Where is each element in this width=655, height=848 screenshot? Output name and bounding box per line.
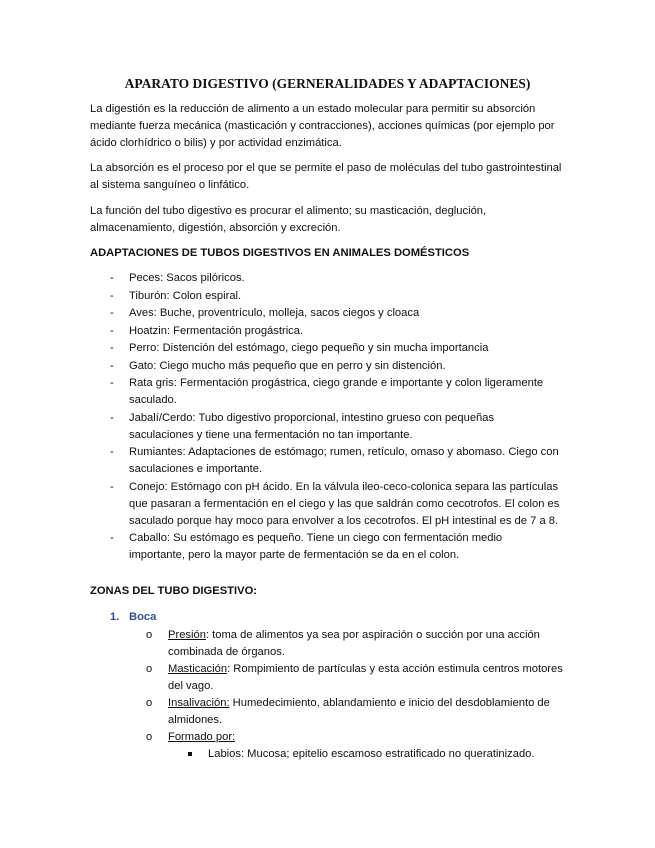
list-item: o Masticación: Rompimiento de partículas y esta acción estimula centros motores del vago. xyxy=(146,663,563,692)
list-item: - Jabalí/Cerdo: Tubo digestivo proporcional, intestino grueso con pequeñas saculaciones y tiene una fermentación no tan importante. xyxy=(110,411,495,441)
dash-marker: - xyxy=(110,272,114,284)
circle-marker: o xyxy=(146,663,153,675)
list-item: - Peces: Sacos pilóricos. xyxy=(90,270,560,287)
dash-marker: - xyxy=(110,377,114,389)
list-item: - Conejo: Estómago con pH ácido. En la válvula ileo-ceco-colonica separa las partículas que pasaran a fermentación en el ciego y las que saldrán como cecotrofos. El colon es saculado porque hay moco para envolver a los cecotrofos. El pH intestinal es de 7 a 8. xyxy=(110,480,560,527)
dash-marker: - xyxy=(110,342,114,354)
paragraph-absorption: La absorción es el proceso por el que se permite el paso de moléculas del tubo gastrointestinal al sistema sanguíneo o linfático. xyxy=(90,162,562,191)
circle-marker: o xyxy=(146,697,153,709)
dash-marker: - xyxy=(110,411,114,424)
circle-marker: o xyxy=(146,731,153,743)
list-number: 1. xyxy=(110,611,120,623)
list-item: - Caballo: Su estómago es pequeño. Tiene un ciego con fermentación medio importante, pero la mayor parte de fermentación se da en el colon. xyxy=(110,532,503,561)
paragraph-digestion: La digestión es la reducción de alimento a un estado molecular para permitir su absorción mediante fuerza mecánica (masticación y contracciones), acciones químicas (por ejemplo por ácido clorhídrico o bilis) y por actividad enzimática. xyxy=(90,103,555,149)
boca-sublist xyxy=(146,627,566,763)
paragraph-function: La función del tubo digestivo es procurar el alimento; su masticación, deglución, almacenamiento, digestión, absorción y excreción. xyxy=(90,205,487,234)
square-bullet xyxy=(188,752,192,756)
list-item: - Hoatzin: Fermentación progástrica. xyxy=(90,323,560,340)
dash-marker: - xyxy=(110,289,114,302)
section-heading-zones: ZONAS DEL TUBO DIGESTIVO: xyxy=(90,585,257,597)
zone-label: Boca xyxy=(129,611,157,623)
section-heading-adaptations: ADAPTACIONES DE TUBOS DIGESTIVOS EN ANIMALES DOMÉSTICOS xyxy=(90,247,470,259)
list-item: - Rata gris: Fermentación progástrica, ciego grande e importante y colon ligeramente saculado. xyxy=(110,377,544,406)
term: Presión xyxy=(168,629,206,641)
list-item: Labios: Mucosa; epitelio escamoso estratificado no queratinizado. xyxy=(168,746,566,763)
term: Insalivación: xyxy=(168,697,230,709)
list-item: - Rumiantes: Adaptaciones de estómago; rumen, retículo, omaso y abomaso. Ciego con saculaciones e importante. xyxy=(110,446,559,475)
adaptations-list xyxy=(90,270,560,565)
list-item: o Insalivación: Humedecimiento, ablandamiento e inicio del desdoblamiento de almidones. xyxy=(146,697,550,726)
dash-marker: - xyxy=(110,446,114,458)
formado-por-sublist xyxy=(168,746,566,763)
dash-marker: - xyxy=(110,307,114,319)
list-item: - Gato: Ciego mucho más pequeño que en perro y sin distención. xyxy=(90,358,560,375)
dash-marker: - xyxy=(110,480,114,493)
dash-marker: - xyxy=(110,324,114,337)
document-title: APARATO DIGESTIVO (GERNERALIDADES Y ADAPTACIONES) xyxy=(124,76,531,91)
term: Masticación xyxy=(168,663,228,675)
circle-marker: o xyxy=(146,629,153,641)
list-item: - Perro: Distención del estómago, ciego pequeño y sin mucha importancia xyxy=(90,340,560,357)
list-item xyxy=(146,729,566,763)
list-item: o Presión: toma de alimentos ya sea por aspiración o succión por una acción combinada de órganos. xyxy=(146,629,540,658)
numbered-item-boca xyxy=(110,611,156,623)
dash-marker: - xyxy=(110,532,114,544)
dash-marker: - xyxy=(110,359,114,372)
term: Formado por: xyxy=(168,731,236,743)
list-item: - Tiburón: Colon espiral. xyxy=(90,288,560,305)
list-item: - Aves: Buche, proventrículo, molleja, sacos ciegos y cloaca xyxy=(90,305,560,322)
